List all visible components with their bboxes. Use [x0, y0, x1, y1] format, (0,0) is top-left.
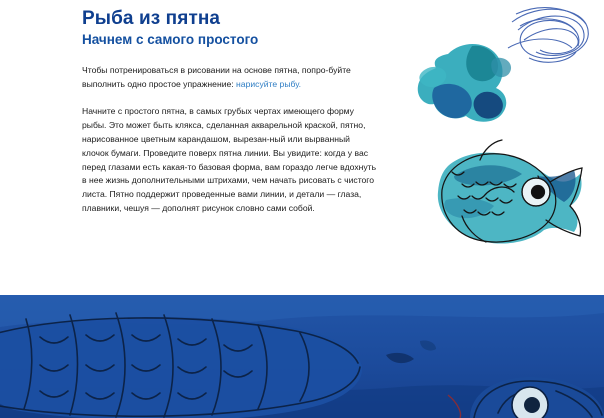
- page-subtitle: Начнем с самого простого: [82, 31, 259, 47]
- draw-a-fish-link[interactable]: нарисуйте рыбу.: [236, 78, 302, 89]
- paragraph-1: [82, 64, 378, 92]
- fish-from-blot-drawing: [438, 140, 582, 244]
- page-title: Рыба из пятна: [82, 8, 221, 29]
- bottom-photo-band: [0, 295, 604, 418]
- paragraph-1-text: Чтобы потренироваться в рисовании на основе пятна, попро-буйте выполнить одно простое упражнение:: [82, 65, 351, 89]
- paragraph-2: Начните с простого пятна, в самых грубых чертах имеющего форму рыбы. Это может быть клякса, сделанная акварельной краской, пятно, нарисованное цветным карандашом, вырезан-ный или вырванный клочок бумаги. Проведите поверх пятна линии. Вы увидите: когда у вас перед глазами есть какая-то базовая форма, вам гораздо легче вдохнуть в нее жизнь дополнительными штрихами, чем начать рисовать с чистого листа. Пятно поддержит проведенные вами линии, и детали — глаза, плавники, чешуя — дополнят рисунок словно сами собой.: [82, 105, 377, 214]
- artwork-area: [388, 0, 604, 285]
- watercolor-blot-teal: [418, 44, 511, 122]
- text-column: [82, 8, 378, 229]
- blue-pencil-scribble: [508, 8, 588, 63]
